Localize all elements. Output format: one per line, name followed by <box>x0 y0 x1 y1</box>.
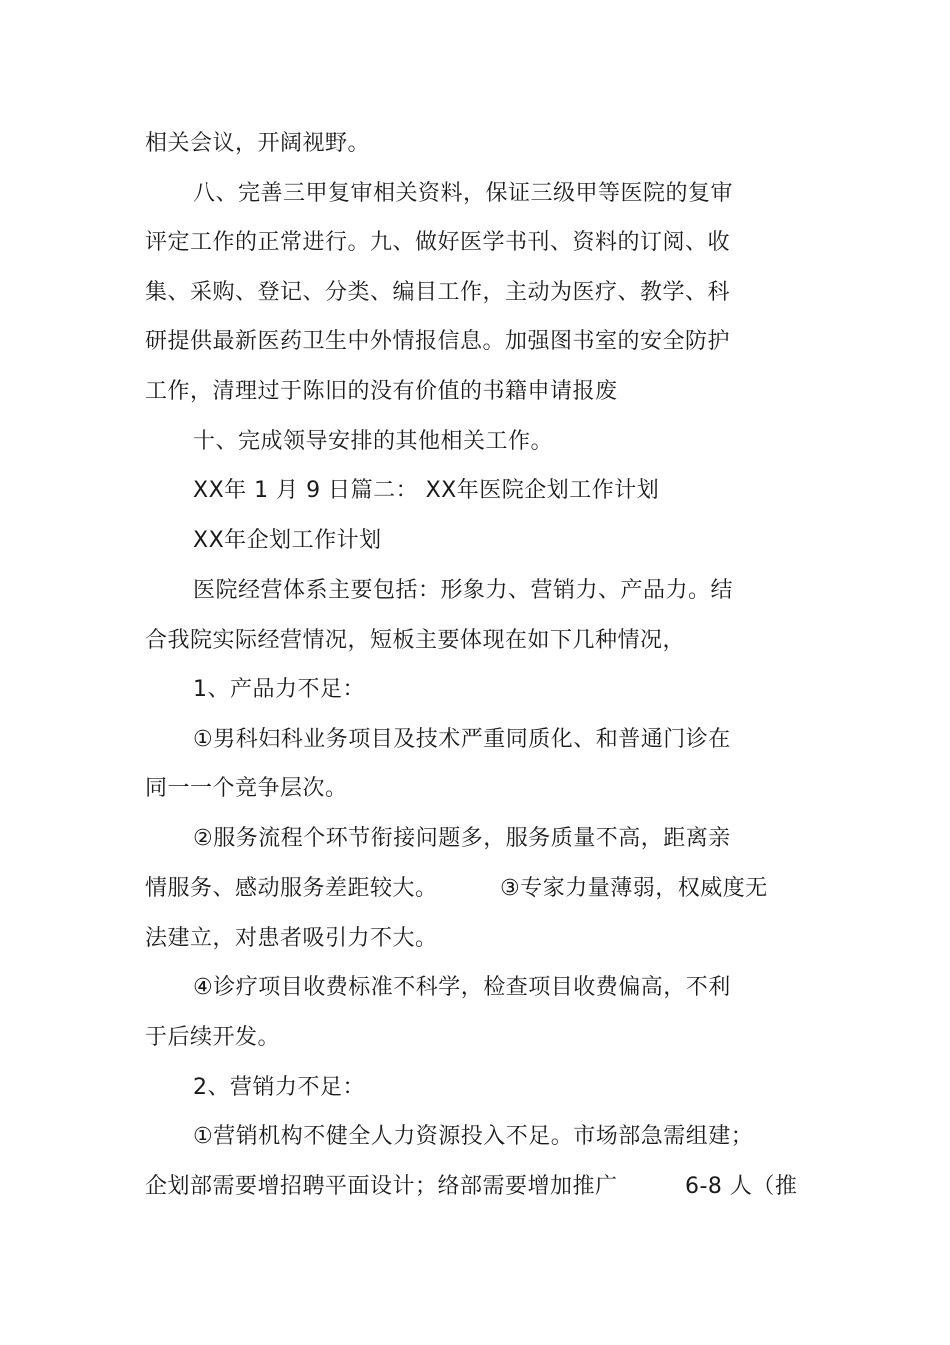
text-line: 医院经营体系主要包括：形象力、营销力、产品力。结 <box>193 578 734 603</box>
text-line: 1、产品力不足： <box>193 677 365 702</box>
text-line: ④诊疗项目收费标准不科学，检查项目收费偏高，不利 <box>193 975 731 1000</box>
text-line: 工作，清理过于陈旧的没有价值的书籍申请报废 <box>145 379 618 404</box>
text-line: 十、完成领导安排的其他相关工作。 <box>193 429 554 454</box>
text-line: 6-8 人（推 <box>685 1174 798 1199</box>
text-line: 八、完善三甲复审相关资料，保证三级甲等医院的复审 <box>193 181 734 206</box>
text-line: 研提供最新医药卫生中外情报信息。加强图书室的安全防护 <box>145 329 731 354</box>
text-line: 企划部需要增招聘平面设计；络部需要增加推广 <box>145 1174 618 1199</box>
text-line: 合我院实际经营情况，短板主要体现在如下几种情况， <box>145 628 686 653</box>
text-line: 法建立，对患者吸引力不大。 <box>145 926 438 951</box>
text-line: ①男科妇科业务项目及技术严重同质化、和普通门诊在 <box>193 727 731 752</box>
text-line: 相关会议，开阔视野。 <box>145 131 371 156</box>
text-line: ③专家力量薄弱，权威度无 <box>500 876 768 901</box>
text-line: 2、营销力不足： <box>193 1075 365 1100</box>
text-line: ①营销机构不健全人力资源投入不足。市场部急需组建； <box>193 1124 754 1149</box>
text-line: ②服务流程个环节衔接问题多，服务质量不高，距离亲 <box>193 826 731 851</box>
text-line: 同一一个竞争层次。 <box>145 776 348 801</box>
text-line: XX年 1 月 9 日篇二： XX年医院企划工作计划 <box>193 478 660 503</box>
text-line: 集、采购、登记、分类、编目工作，主动为医疗、教学、科 <box>145 280 731 305</box>
text-line: 情服务、感动服务差距较大。 <box>145 876 438 901</box>
text-line: 于后续开发。 <box>145 1025 281 1050</box>
text-line: 评定工作的正常进行。九、做好医学书刊、资料的订阅、收 <box>145 230 731 255</box>
text-line: XX年企划工作计划 <box>193 528 382 553</box>
